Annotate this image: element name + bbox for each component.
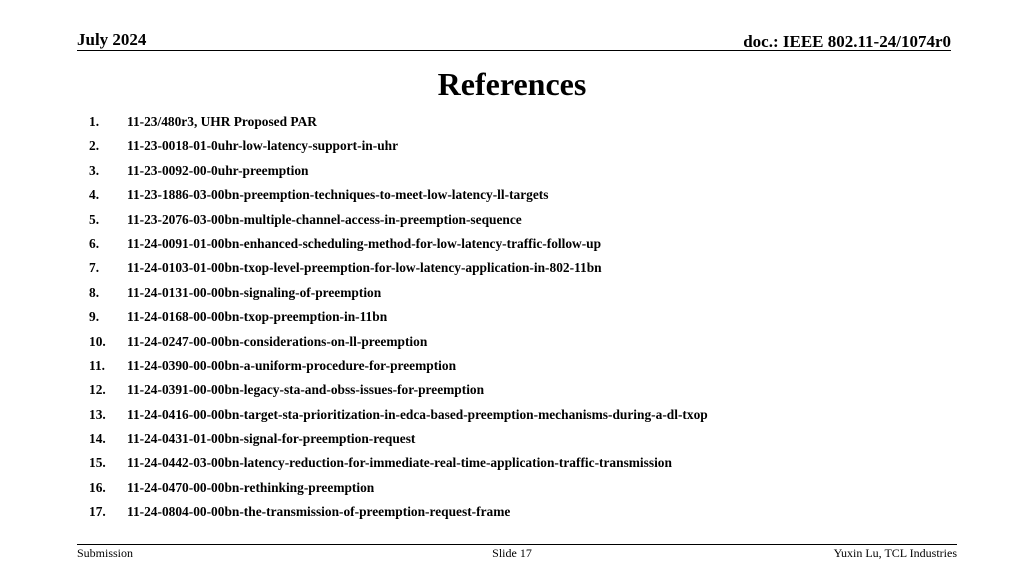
reference-item xyxy=(89,330,708,354)
reference-number: 2. xyxy=(89,138,100,154)
reference-item xyxy=(89,378,708,402)
reference-list xyxy=(89,110,708,525)
reference-item xyxy=(89,403,708,427)
footer-divider xyxy=(77,544,957,545)
reference-text: 11-24-0804-00-00bn-the-transmission-of-preemption-request-frame xyxy=(127,504,511,520)
reference-item xyxy=(89,354,708,378)
reference-number: 13. xyxy=(89,406,106,422)
reference-text: 11-23/480r3, UHR Proposed PAR xyxy=(127,114,317,129)
reference-number: 16. xyxy=(89,479,106,495)
header-date: July 2024 xyxy=(77,30,147,49)
reference-number: 17. xyxy=(89,504,106,520)
header-divider xyxy=(77,50,951,51)
reference-number: 1. xyxy=(89,114,100,129)
header-doc-id: doc.: IEEE 802.11-24/1074r0 xyxy=(743,32,951,51)
reference-text: 11-24-0391-00-00bn-legacy-sta-and-obss-issues-for-preemption xyxy=(127,382,485,398)
slide-title: References xyxy=(437,66,587,102)
reference-item xyxy=(89,451,708,475)
reference-number: 7. xyxy=(89,260,100,276)
reference-text: 11-24-0442-03-00bn-latency-reduction-for-immediate-real-time-application-traffic-transmission xyxy=(127,455,672,471)
reference-number: 11. xyxy=(89,357,105,373)
reference-text: 11-23-2076-03-00bn-multiple-channel-access-in-preemption-sequence xyxy=(127,211,522,227)
reference-item xyxy=(89,134,708,158)
reference-text: 11-23-0018-01-0uhr-low-latency-support-in-uhr xyxy=(127,138,399,154)
reference-item xyxy=(89,305,708,329)
reference-item xyxy=(89,159,708,183)
reference-item xyxy=(89,110,708,134)
reference-number: 5. xyxy=(89,211,100,227)
reference-number: 8. xyxy=(89,284,100,300)
reference-text: 11-23-1886-03-00bn-preemption-techniques-to-meet-low-latency-ll-targets xyxy=(127,187,549,203)
reference-number: 15. xyxy=(89,455,106,471)
reference-item xyxy=(89,500,708,524)
reference-number: 12. xyxy=(89,382,106,398)
reference-item xyxy=(89,183,708,207)
reference-item xyxy=(89,427,708,451)
reference-item xyxy=(89,281,708,305)
reference-text: 11-24-0168-00-00bn-txop-preemption-in-11bn xyxy=(127,309,388,325)
footer-slide-number: Slide 17 xyxy=(492,546,532,560)
reference-text: 11-24-0247-00-00bn-considerations-on-ll-preemption xyxy=(127,333,428,349)
footer-author: Yuxin Lu, TCL Industries xyxy=(833,546,957,560)
reference-number: 10. xyxy=(89,333,106,349)
reference-text: 11-24-0103-01-00bn-txop-level-preemption-for-low-latency-application-in-802-11bn xyxy=(127,260,602,276)
reference-text: 11-24-0390-00-00bn-a-uniform-procedure-for-preemption xyxy=(127,357,457,373)
reference-text: 11-24-0131-00-00bn-signaling-of-preemption xyxy=(127,284,382,300)
reference-text: 11-24-0091-01-00bn-enhanced-scheduling-method-for-low-latency-traffic-follow-up xyxy=(127,235,602,251)
reference-number: 3. xyxy=(89,162,100,178)
reference-number: 6. xyxy=(89,235,100,251)
reference-number: 4. xyxy=(89,187,100,203)
footer-submission: Submission xyxy=(77,546,134,560)
reference-text: 11-23-0092-00-0uhr-preemption xyxy=(127,162,309,178)
reference-item xyxy=(89,256,708,280)
reference-text: 11-24-0431-01-00bn-signal-for-preemption-request xyxy=(127,431,416,447)
reference-text: 11-24-0470-00-00bn-rethinking-preemption xyxy=(127,479,375,495)
reference-item xyxy=(89,476,708,500)
reference-item xyxy=(89,232,708,256)
reference-number: 14. xyxy=(89,431,106,447)
reference-item xyxy=(89,208,708,232)
reference-number: 9. xyxy=(89,309,100,325)
reference-text: 11-24-0416-00-00bn-target-sta-prioritization-in-edca-based-preemption-mechanisms-during-a-dl-txop xyxy=(127,406,708,422)
